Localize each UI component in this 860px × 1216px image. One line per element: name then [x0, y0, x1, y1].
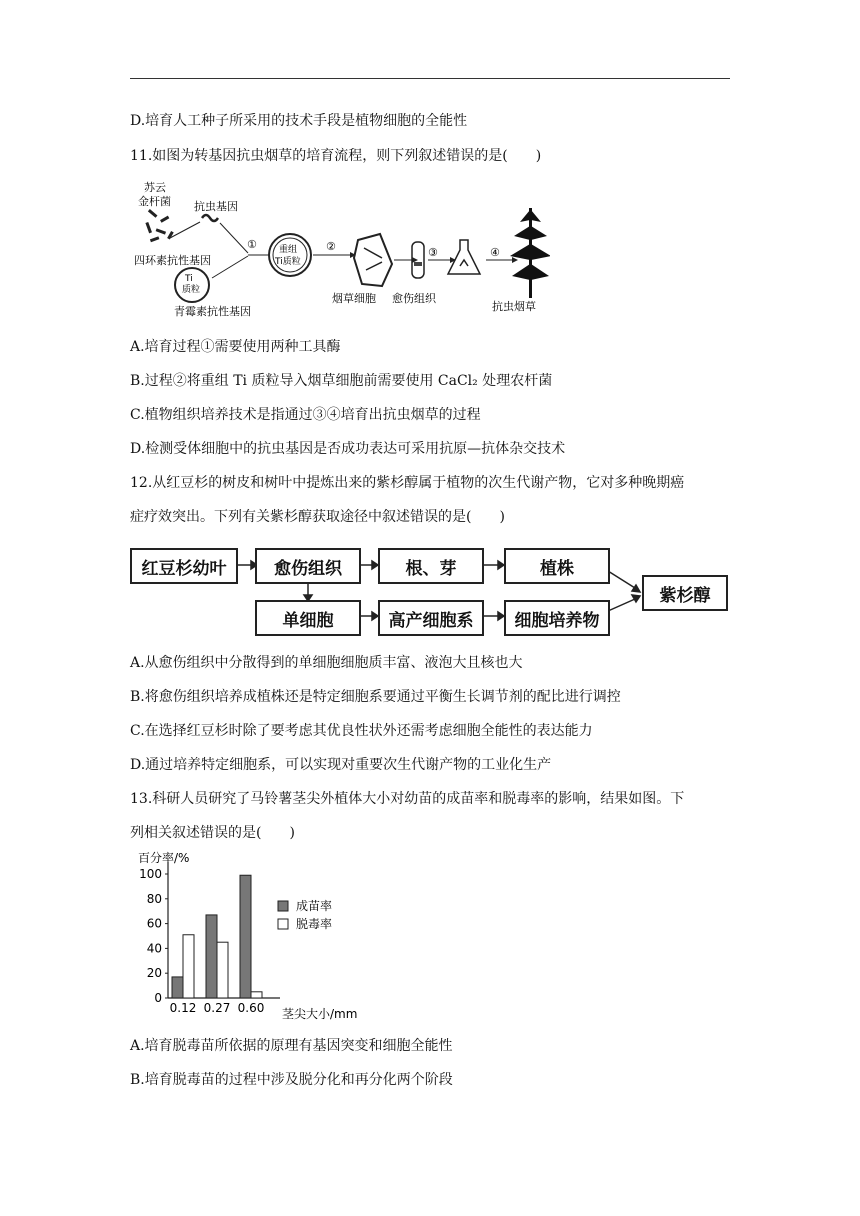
y-tick-label: 40 [146, 941, 162, 956]
flow-box-plant: 植株 [504, 548, 610, 584]
tet-resistance-label: 四环素抗性基因 [134, 254, 211, 267]
y-tick-label: 80 [146, 891, 162, 906]
bar-成苗率-0.60 [240, 875, 251, 998]
flow-box-root-bud: 根、芽 [378, 548, 484, 584]
y-tick-label: 20 [146, 966, 162, 981]
legend-swatch-脱毒率 [278, 919, 288, 929]
q13-stem-line-1: 13.科研人员研究了马铃薯茎尖外植体大小对幼苗的成苗率和脱毒率的影响，结果如图。下 [130, 791, 685, 807]
y-tick-label: 100 [139, 867, 162, 881]
ti-label-1: Ti [185, 274, 193, 284]
q12-option-b: B.将愈伤组织培养成植株还是特定细胞系要通过平衡生长调节剂的配比进行调控 [130, 689, 621, 705]
step-4-label: ④ [490, 246, 500, 259]
bacterium-label-2: 金杆菌 [138, 195, 171, 208]
y-tick-label: 60 [146, 916, 162, 931]
q11-stem: 11.如图为转基因抗虫烟草的培育流程，则下列叙述错误的是( ) [130, 148, 542, 164]
q12-stem-line-1: 12.从红豆杉的树皮和树叶中提炼出来的紫杉醇属于植物的次生代谢产物，它对多种晚期癌 [130, 475, 685, 491]
recombinant-label-2: Ti质粒 [275, 257, 301, 267]
flow-box-taxol: 紫杉醇 [642, 575, 728, 611]
x-tick-label: 0.60 [237, 1001, 265, 1015]
x-tick-label: 0.27 [203, 1001, 231, 1015]
bar-成苗率-0.27 [206, 915, 217, 998]
q12-option-a: A.从愈伤组织中分散得到的单细胞细胞质丰富、液泡大且核也大 [130, 655, 523, 671]
q13-option-a: A.培育脱毒苗所依据的原理有基因突变和细胞全能性 [130, 1038, 453, 1054]
recombinant-plasmid-icon [269, 234, 311, 276]
bar-成苗率-0.12 [172, 977, 183, 998]
step-2-label: ② [326, 240, 336, 253]
chart-y-axis-label: 百分率/% [138, 851, 190, 865]
flow-box-callus: 愈伤组织 [255, 548, 361, 584]
insect-resistant-tobacco-icon [510, 208, 550, 298]
q11-option-b: B.过程②将重组 Ti 质粒导入烟草细胞前需要使用 CaCl₂ 处理农杆菌 [130, 373, 553, 389]
recombinant-label-1: 重组 [279, 245, 298, 255]
q12-option-d: D.通过培养特定细胞系，可以实现对重要次生代谢产物的工业化生产 [130, 757, 552, 773]
flow-box-single-cell: 单细胞 [255, 600, 361, 636]
bacterium-label-1: 苏云 [144, 181, 166, 194]
insect-gene-label: 抗虫基因 [194, 200, 238, 213]
q13-option-b: B.培育脱毒苗的过程中涉及脱分化和再分化两个阶段 [130, 1072, 453, 1088]
gene-fragment-icon [202, 215, 218, 221]
resistant-tobacco-label: 抗虫烟草 [492, 300, 536, 313]
q12-option-c: C.在选择红豆杉时除了要考虑其优良性状外还需考虑细胞全能性的表达能力 [130, 723, 593, 739]
callus-label: 愈伤组织 [392, 292, 436, 305]
step-3-label: ③ [428, 246, 438, 259]
header-rule [130, 78, 730, 79]
q11-option-d: D.检测受体细胞中的抗虫基因是否成功表达可采用抗原—抗体杂交技术 [130, 441, 566, 457]
legend-swatch-成苗率 [278, 901, 288, 911]
chart-x-axis-label: 茎尖大小/mm [282, 1007, 358, 1021]
q12-flowchart [130, 545, 730, 635]
tobacco-cell-label: 烟草细胞 [332, 292, 376, 305]
flow-box-cell-culture: 细胞培养物 [504, 600, 610, 636]
legend-label-脱毒率: 脱毒率 [296, 917, 333, 931]
y-tick-label: 0 [154, 991, 162, 1005]
q11-option-a: A.培育过程①需要使用两种工具酶 [130, 339, 341, 355]
q12-stem-line-2: 症疗效突出。下列有关紫杉醇获取途径中叙述错误的是( ) [130, 509, 505, 525]
q11-figure [130, 178, 550, 320]
amp-resistance-label: 青霉素抗性基因 [174, 305, 251, 318]
q11-option-c: C.植物组织培养技术是指通过③④培育出抗虫烟草的过程 [130, 407, 481, 423]
bar-脱毒率-0.27 [217, 942, 228, 998]
q13-bar-chart [130, 848, 380, 1023]
flow-box-high-yield-line: 高产细胞系 [378, 600, 484, 636]
legend-label-成苗率: 成苗率 [296, 899, 333, 913]
bar-脱毒率-0.12 [183, 935, 194, 998]
bar-脱毒率-0.60 [251, 992, 262, 998]
tobacco-cell-icon [354, 234, 392, 286]
q13-stem-line-2: 列相关叙述错误的是( ) [130, 825, 295, 841]
ti-label-2: 质粒 [182, 285, 201, 295]
step-1-label: ① [247, 238, 257, 251]
q10-option-d: D.培育人工种子所采用的技术手段是植物细胞的全能性 [130, 113, 468, 129]
flask-icon [448, 240, 480, 274]
flow-box-yew-leaf: 红豆杉幼叶 [130, 548, 238, 584]
bacterium-icon [145, 209, 173, 242]
x-tick-label: 0.12 [169, 1001, 197, 1015]
